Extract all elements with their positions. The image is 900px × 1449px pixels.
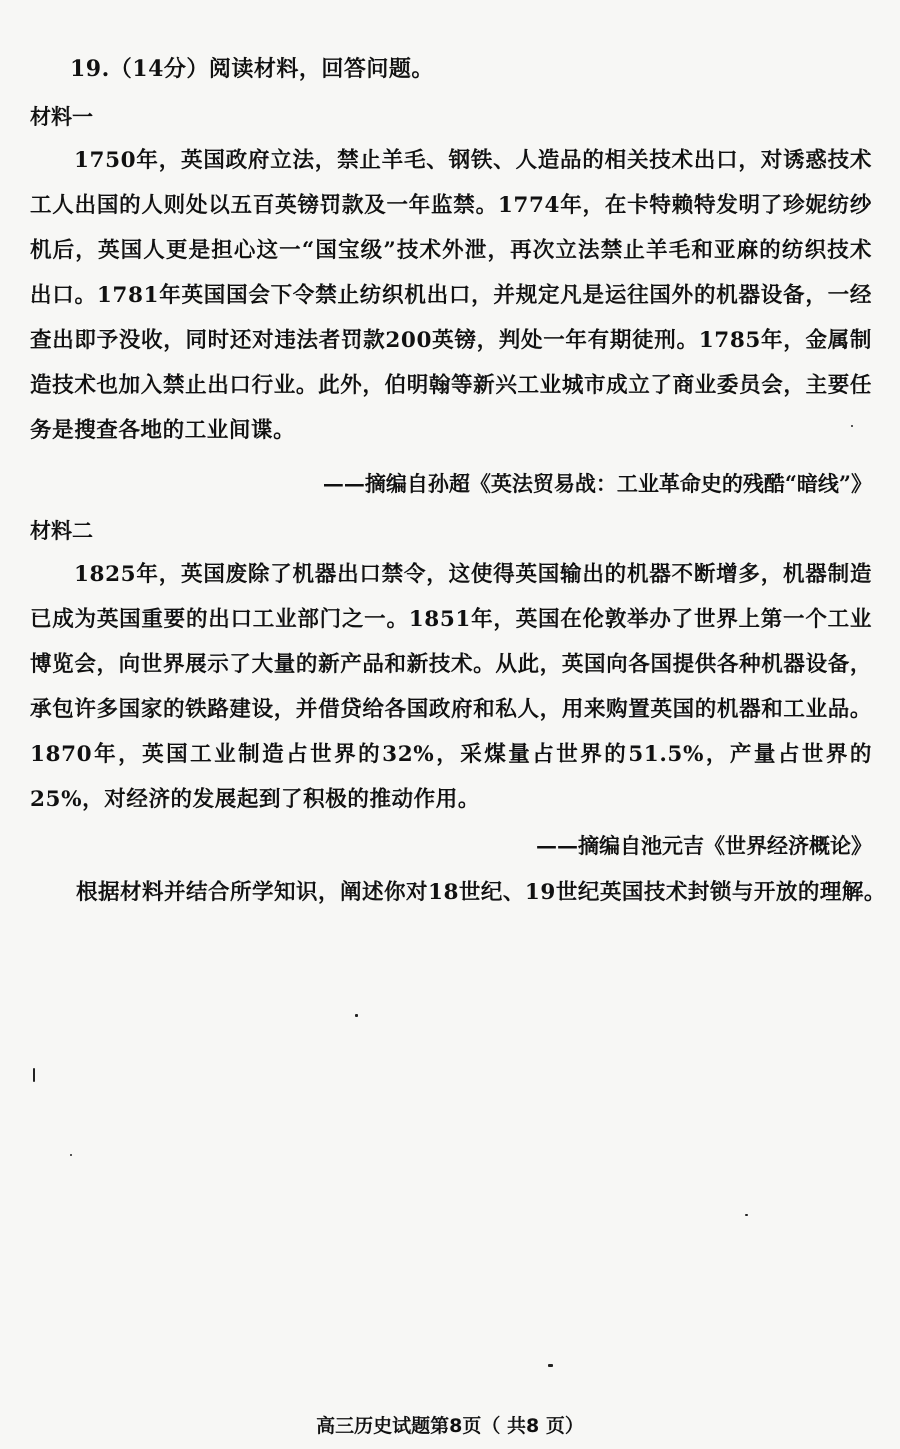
material-1-text: 1750年，英国政府立法，禁止羊毛、钢铁、人造品的相关技术出口，对诱惑技术工人出国的人则处以五百英镑罚款及一年监禁。1774年，在卡特赖特发明了珍妮纺纱机后，英国人更是担心这一“国宝级”技术外泄，再次立法禁止羊毛和亚麻的纺织技术出口。1781年英国国会下令禁止纺织机出口，并规定凡是运往国外的机器设备，一经查出即予没收，同时还对违法者罚款200英镑，判处一年有期徒刑。1785年，金属制造技术也加入禁止出口行业。此外，伯明翰等新兴工业城市成立了商业委员会，主要任务是搜查各地的工业间谍。	[30, 148, 872, 443]
material-2-text: 1825年，英国废除了机器出口禁令，这使得英国输出的机器不断增多，机器制造已成为英国重要的出口工业部门之一。1851年，英国在伦敦举办了世界上第一个工业博览会，向世界展示了大量的新产品和新技术。从此，英国向各国提供各种机器设备，承包许多国家的铁路建设，并借贷给各国政府和私人，用来购置英国的机器和工业品。1870年，英国工业制造占世界的32%，采煤量占世界的51.5%，产量占世界的25%，对经济的发展起到了积极的推动作用。	[30, 562, 872, 812]
scan-speck	[851, 425, 853, 427]
material-1-label: 材料一	[30, 104, 93, 129]
material-1-source: ——摘编自孙超《英法贸易战：工业革命史的残酷“暗线”》	[322, 471, 872, 496]
scan-speck	[33, 1068, 35, 1082]
page-footer: 高三历史试题第8页（ 共8 页）	[316, 1415, 584, 1437]
material-2-source: ——摘编自池元吉《世界经济概论》	[536, 833, 872, 858]
scan-speck	[745, 1214, 748, 1216]
scan-speck	[355, 1014, 358, 1017]
scan-speck	[548, 1364, 553, 1367]
question-prompt: 根据材料并结合所学知识，阐述你对18世纪、19世纪英国技术封锁与开放的理解。	[76, 880, 886, 905]
scan-speck	[70, 1154, 72, 1156]
material-2-label: 材料二	[30, 518, 93, 543]
question-heading: 19.（14分）阅读材料，回答问题。	[70, 56, 434, 82]
